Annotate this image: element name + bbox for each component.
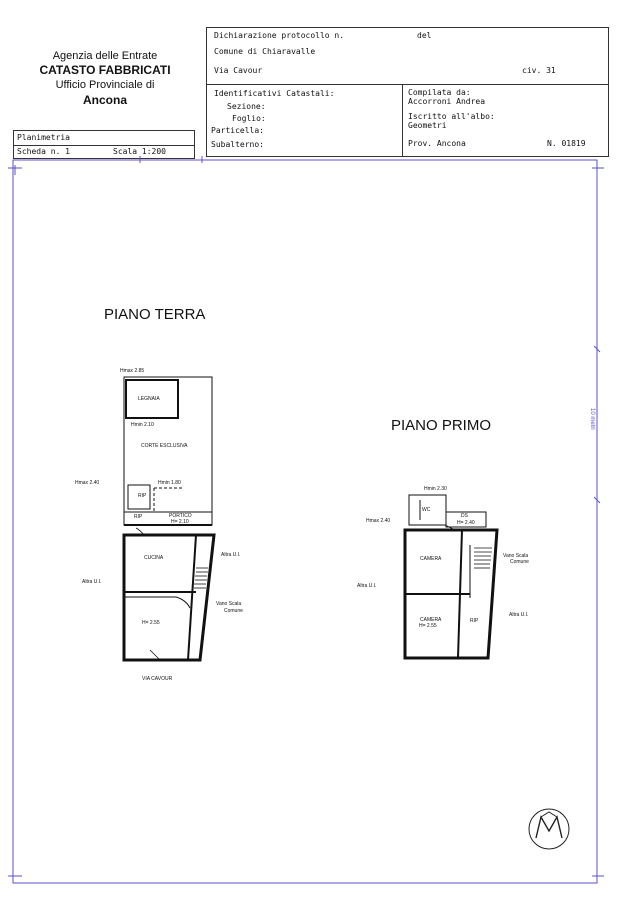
drawing-frame <box>8 156 604 883</box>
scala-label: Scala 1:200 <box>113 147 166 156</box>
pp-hmin-230: Hmin 2.30 <box>424 486 447 492</box>
pp-ds: DS <box>461 513 468 519</box>
catasto-title: CATASTO FABBRICATI <box>39 63 171 77</box>
pp-altra-ui-right: Altra U.I. <box>509 612 529 618</box>
gt-hmax-285: Hmax 2.85 <box>120 368 145 374</box>
particella-label: Particella: <box>211 126 264 135</box>
gt-vano-scala: Vano Scala <box>216 601 242 607</box>
comune-label: Comune di Chiaravalle <box>214 47 316 56</box>
pp-camera-2: CAMERA <box>420 617 442 623</box>
piano-terra-title: PIANO TERRA <box>104 306 206 323</box>
ancona-label: Ancona <box>82 93 127 107</box>
pp-comune: Comune <box>510 559 529 565</box>
pp-h255: H= 2.55 <box>419 623 437 629</box>
agency-name: Agenzia delle Entrate <box>52 50 158 62</box>
gt-legnaia: LEGNAIA <box>138 396 160 402</box>
scale-bar-label: 10 metri <box>589 408 595 430</box>
gt-h255: H= 2.55 <box>142 620 160 626</box>
gt-hmin-180: Hmin 1.80 <box>158 480 181 486</box>
gt-via-cavour: VIA CAVOUR <box>142 676 173 682</box>
pp-rip: RIP <box>470 618 479 624</box>
compilata-label: Compilata da: <box>408 88 471 97</box>
sezione-label: Sezione: <box>227 102 266 111</box>
planimetria-title: Planimetria <box>17 133 70 142</box>
numero-label: N. 01819 <box>547 139 586 148</box>
first-floor-plan <box>405 495 497 658</box>
gt-rip-1: RIP <box>138 493 147 499</box>
compilatore-name: Accorroni Andrea <box>408 97 486 106</box>
pp-hmax-240: Hmax 2.40 <box>366 518 391 524</box>
pp-altra-ui-left: Altra U.I. <box>357 583 377 589</box>
gt-altra-ui-left: Altra U.I. <box>82 579 102 585</box>
del-label: del <box>417 31 432 40</box>
identificativi-label: Identificativi Catastali: <box>214 89 335 98</box>
gt-hmax-240: Hmax 2.40 <box>75 480 100 486</box>
gt-portico: PORTICO <box>169 513 192 519</box>
north-compass-icon <box>529 809 569 849</box>
pp-wc: WC <box>422 507 431 513</box>
piano-primo-title: PIANO PRIMO <box>391 417 492 434</box>
ufficio-label: Ufficio Provinciale di <box>55 79 155 91</box>
gt-cucina: CUCINA <box>144 555 164 561</box>
scheda-label: Scheda n. 1 <box>17 147 70 156</box>
dichiarazione-label: Dichiarazione protocollo n. <box>214 31 345 40</box>
pp-camera-1: CAMERA <box>420 556 442 562</box>
prov-label: Prov. Ancona <box>408 139 466 148</box>
subalterno-label: Subalterno: <box>211 140 264 149</box>
pp-h240: H= 2.40 <box>457 520 475 526</box>
gt-h210: H= 2.10 <box>171 519 189 525</box>
foglio-label: Foglio: <box>232 114 266 123</box>
iscritto-label: Iscritto all'albo: <box>408 112 495 121</box>
gt-comune: Comune <box>224 608 243 614</box>
gt-hmin-210: Hmin 2.10 <box>131 422 154 428</box>
gt-corte: CORTE ESCLUSIVA <box>141 443 188 449</box>
albo-value: Geometri <box>408 121 447 130</box>
gt-altra-ui-right: Altra U.I. <box>221 552 241 558</box>
gt-rip-2: RIP <box>134 514 143 520</box>
via-label: Via Cavour <box>214 66 263 75</box>
civ-label: civ. 31 <box>522 66 556 75</box>
pp-vano-scala: Vano Scala <box>503 553 529 559</box>
